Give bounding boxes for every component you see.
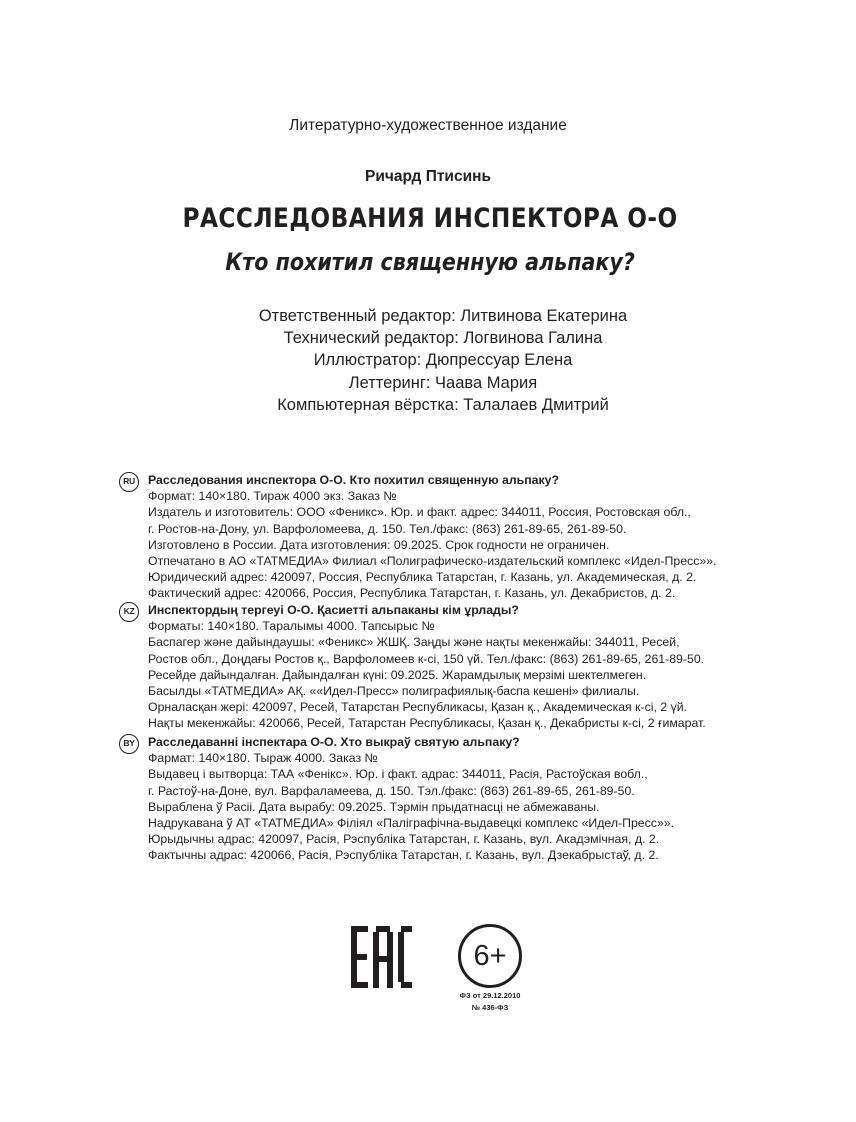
edition-type: Литературно-художественное издание: [289, 117, 567, 134]
credit-line: Ответственный редактор: Литвинова Екатерина: [258, 307, 628, 325]
imprint-heading: Расследаванні інспектара О-О. Хто выкраў святую альпаку?: [148, 735, 520, 749]
imprint-line: Фармат: 140×180. Тыраж 4000. Заказ №: [148, 751, 378, 766]
imprint-line: Фактычны адрас: 420066, Расія, Рэспубліка Татарстан, г. Казань, вул. Дзекабрыстаў, д. 2.: [148, 848, 659, 863]
book-subtitle: Кто похитил священную альпаку?: [225, 248, 635, 276]
imprint-line: Ростов обл., Доңдағы Ростов қ., Варфоломеев к-сі, 150 үй. Тел./факс: (863) 261-89-65, 261-89-50.: [148, 651, 705, 666]
imprint-by: [148, 734, 848, 864]
imprint-line: Баспагер және дайындаушы: «Феникс» ЖШҚ. Заңды және нақты мекенжайы: 344011, Ресей,: [148, 635, 680, 650]
credit-line: Леттеринг: Чаава Мария: [348, 373, 538, 392]
author-name: Ричард Птисинь: [364, 168, 491, 185]
imprint-line: Издатель и изготовитель: ООО «Феникс». Юр. и факт. адрес: 344011, Россия, Ростовская обл.,: [148, 505, 691, 520]
ru-language-badge: RU: [119, 472, 139, 492]
credits-list: [0, 305, 856, 416]
imprint-line: Ресейде дайындалған. Дайындалған күні: 09.2025. Жарамдылық мерзімі шектелмеген.: [148, 667, 647, 682]
kz-language-badge: KZ: [119, 602, 139, 622]
imprint-line: Форматы: 140×180. Таралымы 4000. Тапсырыс №: [148, 619, 435, 634]
credit-line: Компьютерная вёрстка: Талалаев Дмитрий: [277, 395, 609, 414]
imprint-line: Изготовлено в России. Дата изготовления: 09.2025. Срок годности не ограничен.: [148, 537, 610, 552]
law-reference-line: № 436-ФЗ: [471, 1003, 509, 1012]
imprint-line: г. Растоў-на-Доне, вул. Варфаламеева, д. 150. Тэл./факс: (863) 261-89-65, 261-89-50.: [148, 783, 635, 798]
imprint-line: Выраблена ў Расіі. Дата вырабу: 09.2025. Тэрмін прыдатнасці не абмежаваны.: [148, 799, 600, 814]
imprint-line: Формат: 140×180. Тираж 4000 экз. Заказ №: [148, 489, 397, 504]
law-reference-line: ФЗ от 29.12.2010: [459, 991, 521, 1000]
credit-line: Иллюстратор: Дюпрессуар Елена: [313, 351, 573, 370]
imprint-line: Нақты мекенжайы: 420066, Ресей, Татарстан Республикасы, Қазан қ., Декабристы к-сі, 2 ғимарат.: [148, 716, 706, 731]
imprint-ru: [148, 472, 848, 602]
age-rating-badge: 6+: [458, 924, 522, 988]
eac-mark-icon: [349, 926, 413, 988]
credit-line: Технический редактор: Логвинова Галина: [283, 329, 603, 348]
imprint-line: Басылды «ТАТМЕДИА» АҚ. ««Идел-Пресс» полиграфиялық-баспа кешені» филиалы.: [148, 684, 640, 699]
imprint-line: Выдавец і вытворца: ТАА «Фенікс». Юр. і факт. адрас: 344011, Расія, Растоўская вобл.,: [148, 767, 648, 782]
by-language-badge: BY: [119, 734, 139, 754]
imprint-line: Юрыдычны адрас: 420097, Расія, Рэспубліка Татарстан, г. Казань, вул. Акадэмічная, д. 2.: [148, 832, 660, 847]
imprint-line: Фактический адрес: 420066, Россия, Республика Татарстан, г. Казань, ул. Декабристов, д. 2.: [148, 586, 676, 601]
imprint-line: Юридический адрес: 420097, Россия, Республика Татарстан, г. Казань, ул. Академическая, д. 2.: [148, 570, 697, 585]
imprint-heading: Расследования инспектора О-О. Кто похитил священную альпаку?: [148, 473, 559, 487]
imprint-line: Орналасқан жері: 420097, Ресей, Татарстан Республикасы, Қазан қ., Академическая к-сі, 2 үй.: [148, 700, 688, 715]
imprint-kz: [148, 602, 848, 732]
imprint-line: г. Ростов-на-Дону, ул. Варфоломеева, д. 150. Тел./факс: (863) 261-89-65, 261-89-50.: [148, 521, 627, 536]
law-reference: [440, 990, 540, 1014]
imprint-line: Отпечатано в АО «ТАТМЕДИА» Филиал «Полиграфическо-издательский комплекс «Идел-Пресс»».: [148, 554, 717, 569]
imprint-heading: Инспектордың тергеуі О-О. Қасиетті альпаканы кім ұрлады?: [148, 603, 519, 617]
imprint-line: Надрукавана ў АТ «ТАТМЕДИА» Філіял «Паліграфічна-выдавецкі комплекс «Идел-Пресс»».: [148, 816, 675, 831]
book-title: РАССЛЕДОВАНИЯ ИНСПЕКТОРА О-О: [182, 203, 678, 234]
